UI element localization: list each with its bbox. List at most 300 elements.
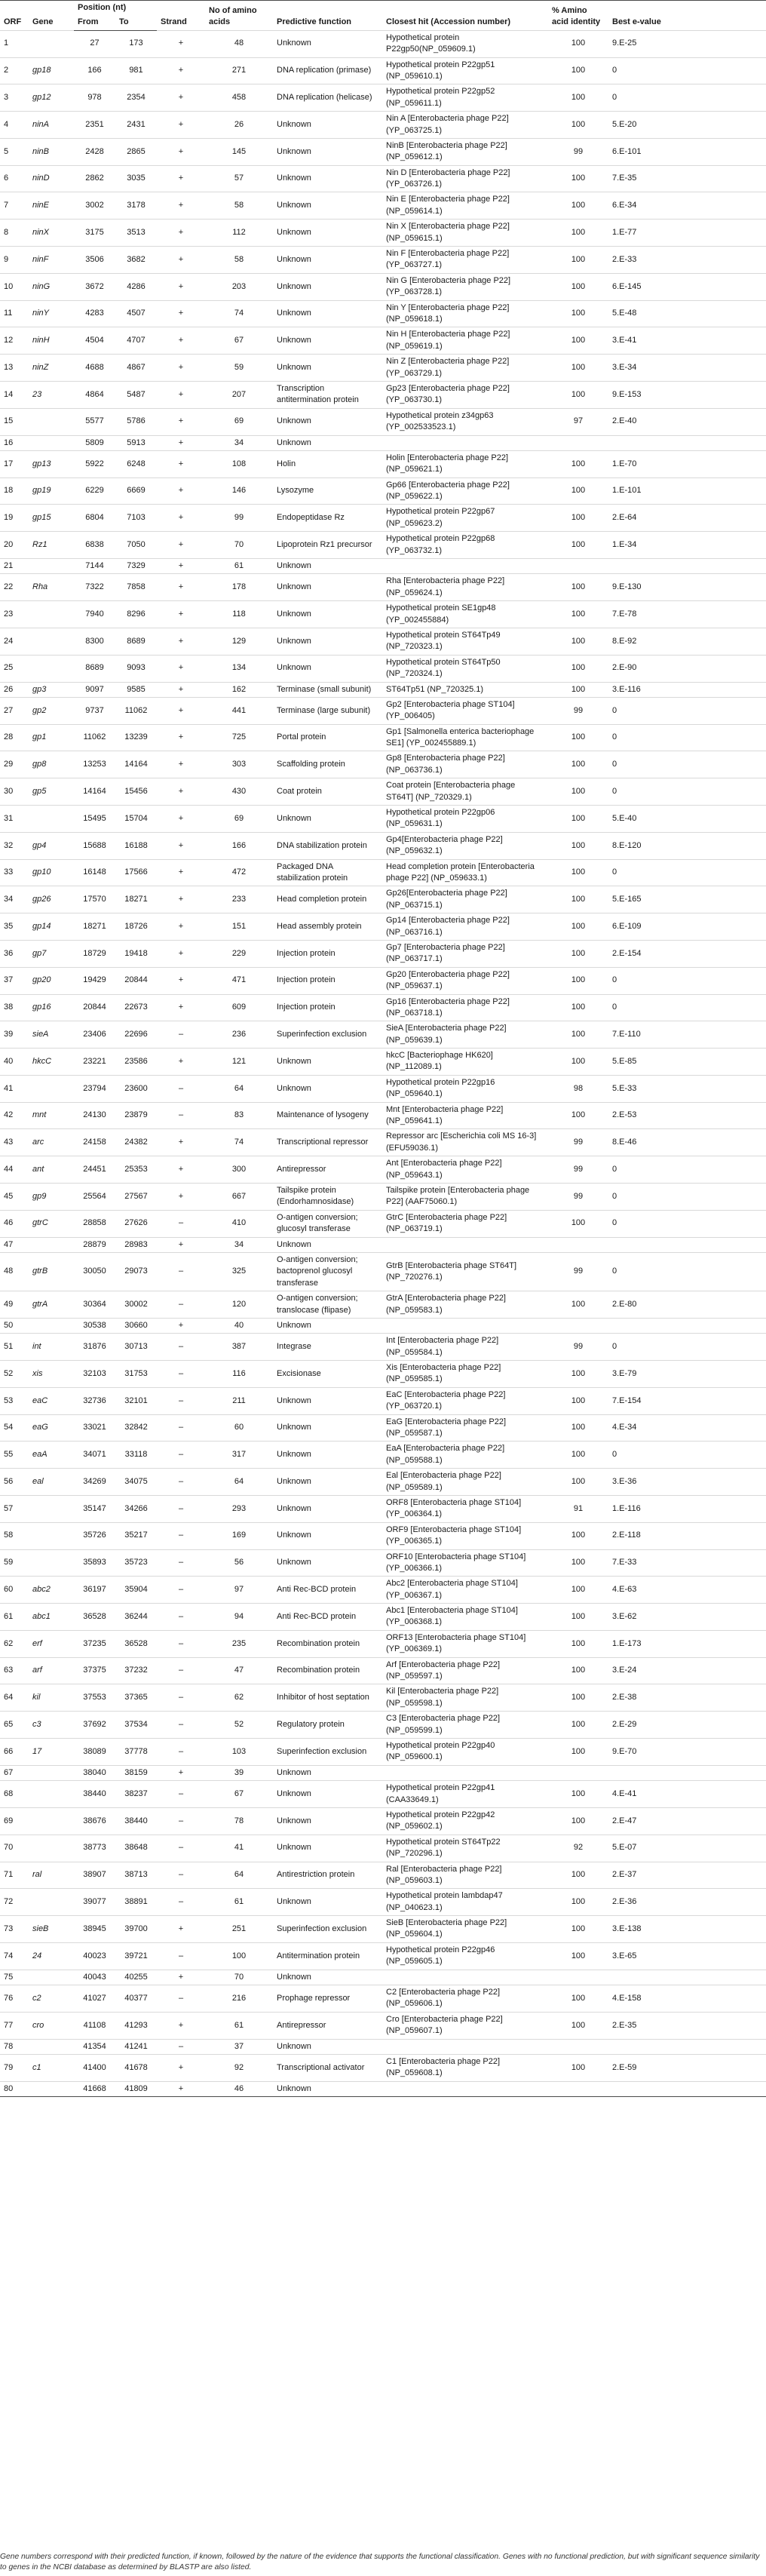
strand-cell: + [157,220,205,247]
to-cell: 24382 [115,1129,157,1156]
identity-cell: 100 [548,1862,608,1889]
gene-cell [29,1237,74,1252]
identity-cell [548,1318,608,1333]
orf-cell: 57 [0,1495,29,1522]
gene-cell: arf [29,1657,74,1684]
closest-hit-cell: Hypothetical protein P22gp42 (NP_059602.1) [382,1807,548,1835]
table-row [0,940,766,967]
gene-cell: Rz1 [29,532,74,559]
gene-cell: ninY [29,300,74,327]
identity-cell: 100 [548,1387,608,1414]
orf-cell: 76 [0,1985,29,2013]
table-row [0,1916,766,1943]
function-cell: DNA replication (helicase) [273,84,382,112]
gene-cell: gp5 [29,778,74,806]
gene-cell [29,1318,74,1333]
orf-cell: 71 [0,1862,29,1889]
closest-hit-cell: Nin F [Enterobacteria phage P22] (YP_063727.1) [382,247,548,274]
gene-cell: gp7 [29,940,74,967]
amino-acids-cell: 70 [205,532,273,559]
evalue-cell [608,1970,766,1985]
gene-cell: int [29,1334,74,1361]
evalue-cell: 3.E-41 [608,327,766,355]
gene-cell: gp3 [29,682,74,697]
strand-cell: – [157,1387,205,1414]
strand-cell: + [157,655,205,682]
to-cell: 32101 [115,1387,157,1414]
from-cell: 11062 [74,724,115,751]
to-cell: 3513 [115,220,157,247]
from-cell: 3506 [74,247,115,274]
table-row [0,1807,766,1835]
strand-cell: – [157,1102,205,1129]
to-cell: 34075 [115,1469,157,1496]
amino-acids-cell: 410 [205,1210,273,1237]
evalue-cell: 3.E-79 [608,1361,766,1388]
identity-cell: 100 [548,327,608,355]
amino-acids-cell: 40 [205,1318,273,1333]
table-row [0,1075,766,1102]
table-row [0,1889,766,1916]
evalue-cell: 1.E-116 [608,1495,766,1522]
strand-cell: + [157,778,205,806]
closest-hit-cell: hkcC [Bacteriophage HK620] (NP_112089.1) [382,1049,548,1076]
evalue-cell: 7.E-154 [608,1387,766,1414]
amino-acids-cell: 70 [205,1970,273,1985]
strand-cell: – [157,1210,205,1237]
evalue-cell: 0 [608,859,766,886]
identity-cell: 100 [548,682,608,697]
closest-hit-cell: ORF8 [Enterobacteria phage ST104] (YP_006364.1) [382,1495,548,1522]
amino-acids-cell: 34 [205,435,273,450]
evalue-cell: 5.E-85 [608,1049,766,1076]
gene-cell: gp1 [29,724,74,751]
amino-acids-cell: 134 [205,655,273,682]
orf-cell: 23 [0,601,29,628]
to-cell: 38891 [115,1889,157,1916]
amino-acids-cell: 37 [205,2039,273,2054]
evalue-cell: 1.E-101 [608,477,766,505]
from-cell: 20844 [74,994,115,1021]
evalue-cell: 8.E-120 [608,832,766,859]
gene-cell: ninA [29,112,74,139]
identity-cell: 100 [548,505,608,532]
orf-cell: 22 [0,574,29,601]
from-cell: 7322 [74,574,115,601]
amino-acids-cell: 62 [205,1684,273,1712]
table-row [0,1684,766,1712]
orf-cell: 64 [0,1684,29,1712]
to-cell: 5913 [115,435,157,450]
evalue-cell: 4.E-63 [608,1577,766,1604]
identity-cell: 100 [548,273,608,300]
function-cell: Unknown [273,1075,382,1102]
amino-acids-cell: 146 [205,477,273,505]
evalue-cell: 2.E-154 [608,940,766,967]
amino-acids-cell: 216 [205,1985,273,2013]
function-cell: Holin [273,450,382,477]
closest-hit-cell: C2 [Enterobacteria phage P22] (NP_059606.1) [382,1985,548,2013]
from-cell: 9097 [74,682,115,697]
evalue-cell: 4.E-34 [608,1414,766,1442]
evalue-cell: 2.E-47 [608,1807,766,1835]
to-cell: 30002 [115,1291,157,1319]
orf-cell: 16 [0,435,29,450]
strand-cell: + [157,806,205,833]
evalue-cell: 2.E-35 [608,2012,766,2039]
amino-acids-cell: 430 [205,778,273,806]
function-cell: Antirepressor [273,1156,382,1184]
amino-acids-cell: 48 [205,30,273,57]
function-cell: Unknown [273,192,382,220]
identity-cell: 99 [548,1129,608,1156]
from-cell: 38676 [74,1807,115,1835]
closest-hit-cell: Coat protein [Enterobacteria phage ST64T] (NP_720329.1) [382,778,548,806]
col-header-from: From [74,15,115,30]
from-cell: 4283 [74,300,115,327]
function-cell: Unknown [273,559,382,574]
gene-cell: c3 [29,1712,74,1739]
amino-acids-cell: 100 [205,1942,273,1970]
strand-cell: + [157,477,205,505]
table-row [0,435,766,450]
amino-acids-cell: 99 [205,505,273,532]
function-cell: Lysozyme [273,477,382,505]
closest-hit-cell: Hypothetical protein P22gp46 (NP_059605.1) [382,1942,548,1970]
orf-cell: 26 [0,682,29,697]
table-row [0,2039,766,2054]
function-cell: Injection protein [273,940,382,967]
closest-hit-cell: Hypothetical protein P22gp41 (CAA33649.1) [382,1781,548,1808]
amino-acids-cell: 58 [205,192,273,220]
orf-cell: 75 [0,1970,29,1985]
table-row [0,1102,766,1129]
strand-cell: – [157,1075,205,1102]
function-cell: O-antigen conversion; glucosyl transferase [273,1210,382,1237]
amino-acids-cell: 472 [205,859,273,886]
orf-cell: 58 [0,1522,29,1549]
amino-acids-cell: 325 [205,1252,273,1291]
to-cell: 20844 [115,967,157,994]
evalue-cell: 5.E-20 [608,112,766,139]
amino-acids-cell: 166 [205,832,273,859]
closest-hit-cell: Gp16 [Enterobacteria phage P22] (NP_063718.1) [382,994,548,1021]
col-header-function: Predictive function [273,1,382,31]
amino-acids-cell: 74 [205,1129,273,1156]
from-cell: 34071 [74,1442,115,1469]
closest-hit-cell: Gp8 [Enterobacteria phage P22] (NP_063736.1) [382,751,548,778]
orf-cell: 78 [0,2039,29,2054]
identity-cell: 100 [548,30,608,57]
table-row [0,1049,766,1076]
evalue-cell: 3.E-65 [608,1942,766,1970]
orf-cell: 74 [0,1942,29,1970]
to-cell: 38237 [115,1781,157,1808]
col-header-amino-acids: No of amino acids [205,1,273,31]
orf-cell: 51 [0,1334,29,1361]
function-cell: O-antigen conversion; bactoprenol glucosyl transferase [273,1252,382,1291]
to-cell: 4507 [115,300,157,327]
from-cell: 4688 [74,355,115,382]
amino-acids-cell: 211 [205,1387,273,1414]
orf-cell: 80 [0,2081,29,2096]
function-cell: Packaged DNA stabilization protein [273,859,382,886]
from-cell: 23794 [74,1075,115,1102]
closest-hit-cell: Kil [Enterobacteria phage P22] (NP_059598.1) [382,1684,548,1712]
table-row [0,1129,766,1156]
table-row [0,832,766,859]
evalue-cell [608,2081,766,2096]
amino-acids-cell: 69 [205,806,273,833]
amino-acids-cell: 47 [205,1657,273,1684]
gene-cell: ninZ [29,355,74,382]
from-cell: 36528 [74,1604,115,1631]
gene-cell: gtrA [29,1291,74,1319]
from-cell: 41400 [74,2054,115,2081]
orf-cell: 65 [0,1712,29,1739]
strand-cell: + [157,994,205,1021]
table-row [0,247,766,274]
table-row [0,1318,766,1333]
strand-cell: – [157,1657,205,1684]
orf-cell: 32 [0,832,29,859]
evalue-cell: 8.E-46 [608,1129,766,1156]
gene-cell [29,2039,74,2054]
orf-cell: 68 [0,1781,29,1808]
table-row [0,1183,766,1210]
from-cell: 7940 [74,601,115,628]
function-cell: Unknown [273,247,382,274]
function-cell: Maintenance of lysogeny [273,1102,382,1129]
amino-acids-cell: 69 [205,408,273,435]
from-cell: 2862 [74,165,115,192]
table-row [0,327,766,355]
gene-cell: ninG [29,273,74,300]
from-cell: 5809 [74,435,115,450]
orf-cell: 35 [0,913,29,941]
table-row [0,408,766,435]
gene-cell [29,1522,74,1549]
evalue-cell: 3.E-24 [608,1657,766,1684]
gene-cell: ral [29,1862,74,1889]
table-row [0,1970,766,1985]
function-cell: Antitermination protein [273,1942,382,1970]
to-cell: 19418 [115,940,157,967]
to-cell: 41809 [115,2081,157,2096]
evalue-cell: 3.E-138 [608,1916,766,1943]
from-cell: 41027 [74,1985,115,2013]
closest-hit-cell: GtrB [Enterobacteria phage ST64T] (NP_720276.1) [382,1252,548,1291]
to-cell: 38440 [115,1807,157,1835]
table-row [0,1210,766,1237]
function-cell: Scaffolding protein [273,751,382,778]
strand-cell: + [157,1129,205,1156]
from-cell: 41668 [74,2081,115,2096]
table-row [0,532,766,559]
closest-hit-cell: Gp7 [Enterobacteria phage P22] (NP_063717.1) [382,940,548,967]
closest-hit-cell: C1 [Enterobacteria phage P22] (NP_059608.1) [382,2054,548,2081]
gene-cell: gp20 [29,967,74,994]
from-cell: 2351 [74,112,115,139]
table-row [0,1387,766,1414]
amino-acids-cell: 441 [205,697,273,724]
table-row [0,1985,766,2013]
function-cell: Unknown [273,2039,382,2054]
to-cell: 6248 [115,450,157,477]
gene-cell: Rha [29,574,74,601]
function-cell: Regulatory protein [273,1712,382,1739]
strand-cell: – [157,1835,205,1862]
to-cell: 4707 [115,327,157,355]
identity-cell: 100 [548,1684,608,1712]
identity-cell: 100 [548,994,608,1021]
gene-cell [29,408,74,435]
table-row [0,806,766,833]
identity-cell: 100 [548,1577,608,1604]
from-cell: 37235 [74,1630,115,1657]
evalue-cell: 2.E-37 [608,1862,766,1889]
to-cell: 18726 [115,913,157,941]
evalue-cell: 7.E-33 [608,1549,766,1577]
evalue-cell: 0 [608,1442,766,1469]
evalue-cell: 0 [608,778,766,806]
evalue-cell: 6.E-109 [608,913,766,941]
identity-cell: 99 [548,1252,608,1291]
from-cell: 6229 [74,477,115,505]
from-cell: 24130 [74,1102,115,1129]
identity-cell: 100 [548,1657,608,1684]
amino-acids-cell: 39 [205,1765,273,1780]
from-cell: 31876 [74,1334,115,1361]
gene-cell: gp10 [29,859,74,886]
strand-cell: – [157,1985,205,2013]
function-cell: Superinfection exclusion [273,1916,382,1943]
strand-cell: + [157,697,205,724]
closest-hit-cell: Rha [Enterobacteria phage P22] (NP_059624.1) [382,574,548,601]
amino-acids-cell: 78 [205,1807,273,1835]
identity-cell: 100 [548,2054,608,2081]
amino-acids-cell: 58 [205,247,273,274]
closest-hit-cell: Hypothetical protein SE1gp48 (YP_002455884) [382,601,548,628]
amino-acids-cell: 162 [205,682,273,697]
gene-cell: ninB [29,138,74,165]
strand-cell: + [157,408,205,435]
gene-cell: eal [29,1469,74,1496]
closest-hit-cell: Gp66 [Enterobacteria phage P22] (NP_059622.1) [382,477,548,505]
closest-hit-cell: NinB [Enterobacteria phage P22] (NP_059612.1) [382,138,548,165]
amino-acids-cell: 103 [205,1739,273,1766]
table-row [0,1252,766,1291]
identity-cell: 100 [548,778,608,806]
strand-cell: + [157,57,205,84]
evalue-cell: 2.E-80 [608,1291,766,1319]
to-cell: 25353 [115,1156,157,1184]
orf-cell: 40 [0,1049,29,1076]
orf-cell: 6 [0,165,29,192]
evalue-cell: 0 [608,697,766,724]
evalue-cell [608,1318,766,1333]
table-row [0,1334,766,1361]
strand-cell: – [157,1469,205,1496]
table-row [0,559,766,574]
orf-cell: 36 [0,940,29,967]
evalue-cell: 1.E-77 [608,220,766,247]
strand-cell: + [157,355,205,382]
amino-acids-cell: 229 [205,940,273,967]
amino-acids-cell: 725 [205,724,273,751]
table-row [0,751,766,778]
gene-cell [29,655,74,682]
to-cell: 11062 [115,697,157,724]
closest-hit-cell: ORF13 [Enterobacteria phage ST104] (YP_006369.1) [382,1630,548,1657]
strand-cell: + [157,1318,205,1333]
to-cell: 37778 [115,1739,157,1766]
strand-cell: + [157,967,205,994]
from-cell: 23221 [74,1049,115,1076]
from-cell: 38945 [74,1916,115,1943]
gene-cell: gp12 [29,84,74,112]
closest-hit-cell: Hypothetical protein P22gp50(NP_059609.1) [382,30,548,57]
table-row [0,1237,766,1252]
amino-acids-cell: 203 [205,273,273,300]
evalue-cell: 9.E-153 [608,381,766,408]
strand-cell: + [157,574,205,601]
closest-hit-cell: Gp26[Enterobacteria phage P22] (NP_063715.1) [382,886,548,913]
identity-cell: 100 [548,84,608,112]
orf-cell: 59 [0,1549,29,1577]
table-row [0,1495,766,1522]
gene-cell: hkcC [29,1049,74,1076]
amino-acids-cell: 145 [205,138,273,165]
from-cell: 4504 [74,327,115,355]
strand-cell: + [157,1765,205,1780]
closest-hit-cell: Hypothetical protein lambdap47 (NP_040623.1) [382,1889,548,1916]
amino-acids-cell: 83 [205,1102,273,1129]
identity-cell: 100 [548,1210,608,1237]
gene-cell [29,1889,74,1916]
gene-cell: ninD [29,165,74,192]
closest-hit-cell [382,2039,548,2054]
orf-cell: 50 [0,1318,29,1333]
orf-cell: 62 [0,1630,29,1657]
evalue-cell: 2.E-64 [608,505,766,532]
table-row [0,697,766,724]
evalue-cell: 2.E-118 [608,1522,766,1549]
closest-hit-cell: Gp1 [Salmonella enterica bacteriophage SE1] (YP_002455889.1) [382,724,548,751]
closest-hit-cell: Nin H [Enterobacteria phage P22] (NP_059619.1) [382,327,548,355]
from-cell: 14164 [74,778,115,806]
identity-cell: 100 [548,1889,608,1916]
to-cell: 35723 [115,1549,157,1577]
table-row [0,778,766,806]
identity-cell: 100 [548,913,608,941]
orf-cell: 10 [0,273,29,300]
orf-cell: 21 [0,559,29,574]
function-cell: DNA replication (primase) [273,57,382,84]
function-cell: Transcriptional activator [273,2054,382,2081]
function-cell: Unknown [273,1237,382,1252]
evalue-cell: 7.E-35 [608,165,766,192]
gene-cell: gp18 [29,57,74,84]
gene-cell [29,559,74,574]
amino-acids-cell: 251 [205,1916,273,1943]
table-row [0,1765,766,1780]
evalue-cell: 3.E-116 [608,682,766,697]
gene-cell: gp16 [29,994,74,1021]
to-cell: 40255 [115,1970,157,1985]
function-cell: Unknown [273,1522,382,1549]
from-cell: 28879 [74,1237,115,1252]
